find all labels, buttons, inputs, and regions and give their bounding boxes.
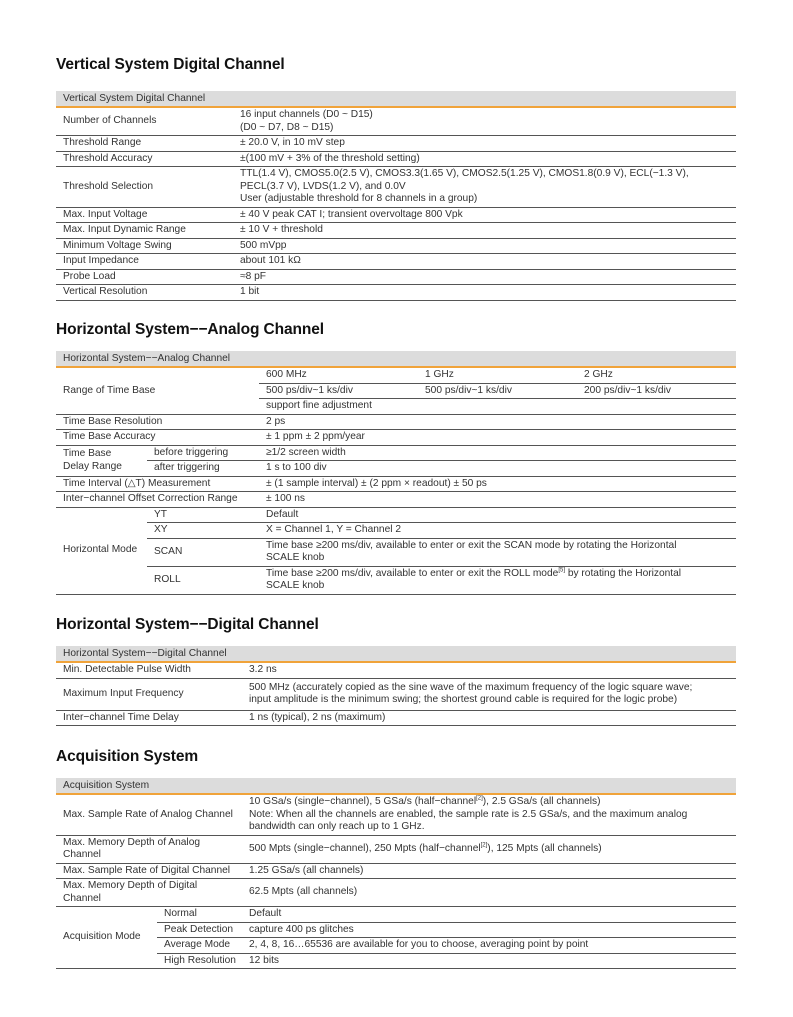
row-value: ± 20.0 V, in 10 mV step bbox=[233, 136, 736, 152]
row-value: TTL(1.4 V), CMOS5.0(2.5 V), CMOS3.3(1.65 V), CMOS2.5(1.25 V), CMOS1.8(0.9 V), ECL(−1.3 V), PECL(3.7 V), LVDS(1.2 V), and 0.0V User (adjustable threshold for 8 channels in a group) bbox=[233, 167, 736, 208]
table-header: Horizontal System−−Digital Channel bbox=[56, 646, 736, 662]
row-label: Threshold Range bbox=[56, 136, 233, 152]
row-label: Number of Channels bbox=[56, 107, 233, 136]
row-value: ≈8 pF bbox=[233, 269, 736, 285]
horizontal-analog-table bbox=[56, 351, 736, 595]
table-row bbox=[56, 476, 736, 492]
row-value: ± 1 ppm ± 2 ppm/year bbox=[259, 430, 736, 446]
table-row bbox=[56, 953, 736, 969]
bandwidth-1ghz: 1 GHz bbox=[418, 367, 577, 383]
table-row bbox=[56, 285, 736, 301]
row-label: Horizontal Mode bbox=[56, 507, 147, 594]
table-row bbox=[56, 238, 736, 254]
table-header: Acquisition System bbox=[56, 778, 736, 794]
row-value: 10 GSa/s (single−channel), 5 GSa/s (half−channel[2]), 2.5 GSa/s (all channels) Note: When all the channels are enabled, the sample rate is 2.5 GSa/s, and the maximum analog bandwidth can only reach up to 1 GHz. bbox=[242, 794, 736, 835]
bandwidth-600mhz: 600 MHz bbox=[259, 367, 418, 383]
table-row bbox=[56, 938, 736, 954]
section-title-horizontal-analog: Horizontal System−−Analog Channel bbox=[56, 321, 325, 338]
table-row bbox=[56, 678, 736, 710]
table-row bbox=[56, 566, 736, 594]
fine-adjustment: support fine adjustment bbox=[259, 399, 736, 415]
section-title-acquisition: Acquisition System bbox=[56, 748, 199, 765]
row-value: about 101 kΩ bbox=[233, 254, 736, 270]
row-label: Minimum Voltage Swing bbox=[56, 238, 233, 254]
row-label: Max. Memory Depth of Analog Channel bbox=[56, 835, 242, 863]
mode-name: Normal bbox=[157, 907, 242, 923]
row-label: Max. Memory Depth of Digital Channel bbox=[56, 879, 242, 907]
table-row bbox=[56, 710, 736, 726]
table-row bbox=[56, 507, 736, 523]
row-value: 2 ps bbox=[259, 414, 736, 430]
acquisition-table bbox=[56, 778, 736, 969]
mode-desc: capture 400 ps glitches bbox=[242, 922, 736, 938]
table-row bbox=[56, 907, 736, 923]
section-title-horizontal-digital: Horizontal System−−Digital Channel bbox=[56, 616, 319, 633]
row-label: Maximum Input Frequency bbox=[56, 678, 242, 710]
table-row bbox=[56, 662, 736, 678]
table-row bbox=[56, 523, 736, 539]
table-row bbox=[56, 151, 736, 167]
row-label: Min. Detectable Pulse Width bbox=[56, 662, 242, 678]
mode-desc: Time base ≥200 ms/div, available to enter or exit the ROLL mode[5] by rotating the Horizontal SCALE knob bbox=[259, 566, 736, 594]
table-row bbox=[56, 863, 736, 879]
table-row bbox=[56, 492, 736, 508]
section-title-vertical: Vertical System Digital Channel bbox=[56, 56, 285, 73]
row-label: Inter−channel Time Delay bbox=[56, 710, 242, 726]
table-header: Vertical System Digital Channel bbox=[56, 91, 736, 107]
row-label: Time Interval (△T) Measurement bbox=[56, 476, 259, 492]
row-value: 1 ns (typical), 2 ns (maximum) bbox=[242, 710, 736, 726]
range-2ghz: 200 ps/div~1 ks/div bbox=[577, 383, 736, 399]
row-label: Range of Time Base bbox=[56, 367, 259, 414]
sub-label: before triggering bbox=[147, 445, 259, 461]
table-row bbox=[56, 167, 736, 208]
mode-name: XY bbox=[147, 523, 259, 539]
table-row bbox=[56, 538, 736, 566]
row-value: 500 Mpts (single−channel), 250 Mpts (half−channel[2]), 125 Mpts (all channels) bbox=[242, 835, 736, 863]
row-label: Time Base Delay Range bbox=[56, 445, 147, 476]
table-row bbox=[56, 879, 736, 907]
row-label: Vertical Resolution bbox=[56, 285, 233, 301]
mode-desc: Time base ≥200 ms/div, available to enter or exit the SCAN mode by rotating the Horizontal SCALE knob bbox=[259, 538, 736, 566]
mode-desc: 12 bits bbox=[242, 953, 736, 969]
sub-label: after triggering bbox=[147, 461, 259, 477]
row-value: ± 100 ns bbox=[259, 492, 736, 508]
vertical-table bbox=[56, 91, 736, 301]
table-row bbox=[56, 835, 736, 863]
table-row bbox=[56, 136, 736, 152]
row-value: 500 MHz (accurately copied as the sine wave of the maximum frequency of the logic square wave; input amplitude is the minimum swing; the shortest ground cable is required for the logic probe) bbox=[242, 678, 736, 710]
row-label: Probe Load bbox=[56, 269, 233, 285]
row-value: 500 mVpp bbox=[233, 238, 736, 254]
row-value: 62.5 Mpts (all channels) bbox=[242, 879, 736, 907]
table-header: Horizontal System−−Analog Channel bbox=[56, 351, 736, 367]
mode-name: SCAN bbox=[147, 538, 259, 566]
row-label: Max. Input Voltage bbox=[56, 207, 233, 223]
table-row bbox=[56, 269, 736, 285]
range-1ghz: 500 ps/div~1 ks/div bbox=[418, 383, 577, 399]
table-row bbox=[56, 254, 736, 270]
mode-desc: X = Channel 1, Y = Channel 2 bbox=[259, 523, 736, 539]
row-value: ±(100 mV + 3% of the threshold setting) bbox=[233, 151, 736, 167]
row-label: Time Base Resolution bbox=[56, 414, 259, 430]
table-row bbox=[56, 107, 736, 136]
mode-desc: Default bbox=[259, 507, 736, 523]
row-label: Threshold Selection bbox=[56, 167, 233, 208]
horizontal-digital-table bbox=[56, 646, 736, 726]
table-row bbox=[56, 414, 736, 430]
row-value: 1 bit bbox=[233, 285, 736, 301]
mode-name: YT bbox=[147, 507, 259, 523]
row-value: ± 10 V + threshold bbox=[233, 223, 736, 239]
mode-desc: Default bbox=[242, 907, 736, 923]
row-label: Max. Sample Rate of Analog Channel bbox=[56, 794, 242, 835]
table-row bbox=[56, 922, 736, 938]
row-label: Max. Input Dynamic Range bbox=[56, 223, 233, 239]
table-row bbox=[56, 461, 736, 477]
table-row bbox=[56, 430, 736, 446]
row-value: ≥1/2 screen width bbox=[259, 445, 736, 461]
mode-name: ROLL bbox=[147, 566, 259, 594]
row-label: Input Impedance bbox=[56, 254, 233, 270]
table-row bbox=[56, 367, 736, 383]
table-row bbox=[56, 794, 736, 835]
bandwidth-2ghz: 2 GHz bbox=[577, 367, 736, 383]
range-600mhz: 500 ps/div~1 ks/div bbox=[259, 383, 418, 399]
row-label: Max. Sample Rate of Digital Channel bbox=[56, 863, 242, 879]
row-label: Threshold Accuracy bbox=[56, 151, 233, 167]
mode-desc: 2, 4, 8, 16…65536 are available for you to choose, averaging point by point bbox=[242, 938, 736, 954]
row-value: 16 input channels (D0 ~ D15) (D0 ~ D7, D8 ~ D15) bbox=[233, 107, 736, 136]
table-row bbox=[56, 207, 736, 223]
row-value: 3.2 ns bbox=[242, 662, 736, 678]
row-value: ± (1 sample interval) ± (2 ppm × readout) ± 50 ps bbox=[259, 476, 736, 492]
mode-name: Average Mode bbox=[157, 938, 242, 954]
mode-name: Peak Detection bbox=[157, 922, 242, 938]
table-row bbox=[56, 223, 736, 239]
mode-name: High Resolution bbox=[157, 953, 242, 969]
row-label: Inter−channel Offset Correction Range bbox=[56, 492, 259, 508]
table-row bbox=[56, 445, 736, 461]
row-label: Acquisition Mode bbox=[56, 907, 157, 969]
row-label: Time Base Accuracy bbox=[56, 430, 259, 446]
row-value: ± 40 V peak CAT I; transient overvoltage 800 Vpk bbox=[233, 207, 736, 223]
row-value: 1.25 GSa/s (all channels) bbox=[242, 863, 736, 879]
row-value: 1 s to 100 div bbox=[259, 461, 736, 477]
